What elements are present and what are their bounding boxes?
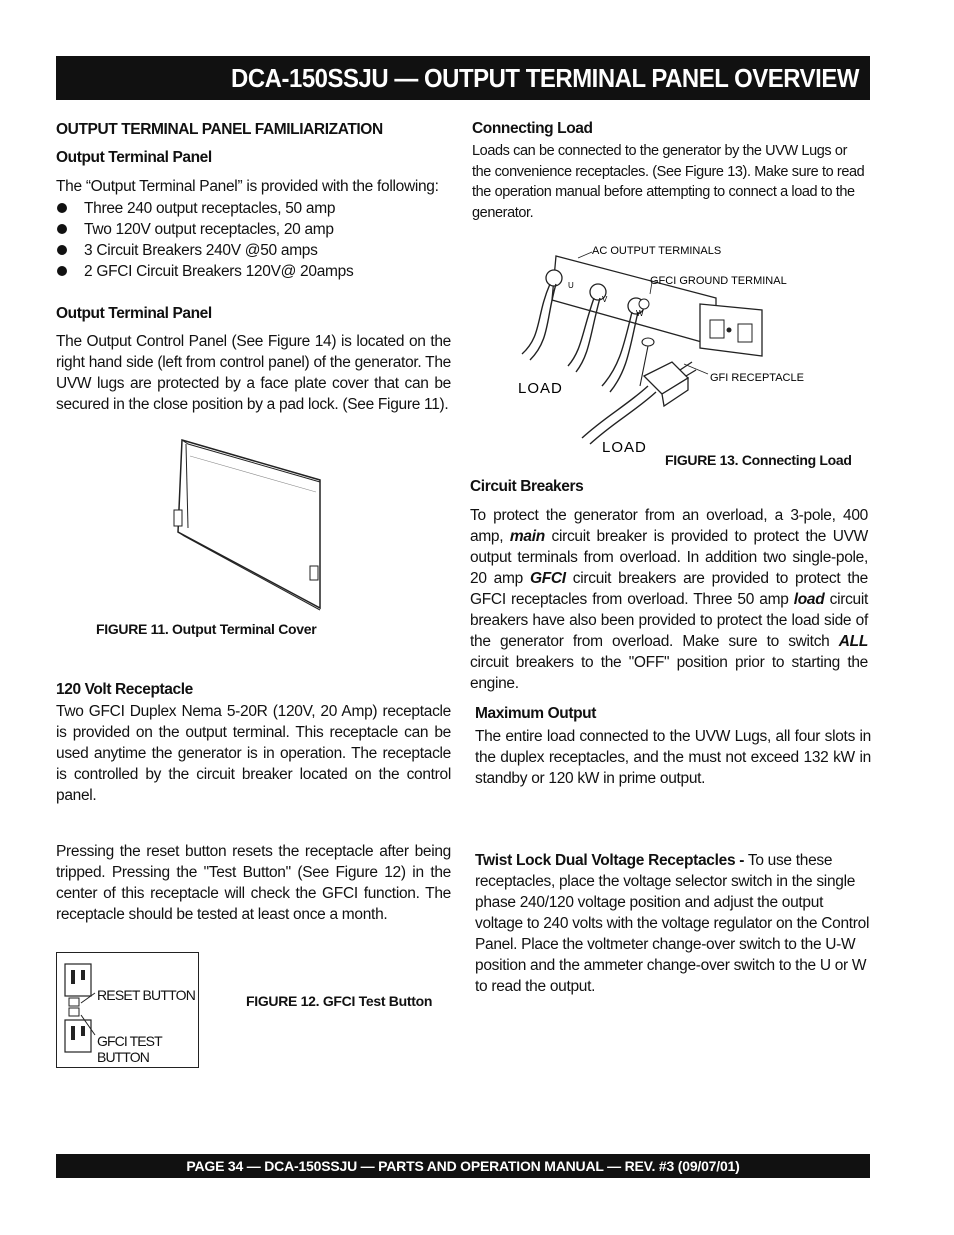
figure-11-caption: FIGURE 11. Output Terminal Cover: [96, 621, 317, 637]
gfi-receptacle-label: GFI RECEPTACLE: [710, 372, 804, 384]
figure-12-caption: FIGURE 12. GFCI Test Button: [246, 993, 433, 1009]
maximum-output-text: The entire load connected to the UVW Lugs, all four slots in the duplex receptacles, and the must not exceed 132 kW in standby or 120 kW in prime output.: [475, 728, 871, 787]
connecting-load-text: Loads can be connected to the generator by the UVW Lugs or the convenience receptacles. (See Figure 13). Make sure to read the operation manual before attempting to connect a load to the generator.: [472, 143, 865, 221]
output-terminal-panel-heading-2: Output Terminal Panel: [56, 305, 212, 322]
receptacle-text: Two GFCI Duplex Nema 5-20R (120V, 20 Amp) receptacle is provided on the output terminal. This receptacle can be used anytime the generator is in operation. The receptacle is controlled by the circuit breaker located on the control panel.: [56, 703, 451, 804]
list-item: Two 120V output receptacles, 20 amp: [56, 219, 451, 240]
bullet-icon: [57, 203, 67, 213]
emphasis-load: load: [793, 591, 825, 608]
reset-button-label: RESET BUTTON: [97, 987, 196, 1003]
circuit-breakers-text: To protect the generator from an overload, a 3-pole, 400 amp, main circuit breaker is provided to protect the UVW output terminals from overload. In addition two single-pole, 20 amp GFCI circuit breakers are provided to protect the GFCI receptacles from overload. Three 50 amp load circuit breakers have also been provided to protect the load side of the generator from overload. Make sure to switch ALL circuit breakers to the "OFF" position prior to starting the engine.: [470, 507, 868, 692]
page-title: DCA-150SSJU — OUTPUT TERMINAL PANEL OVERVIEW: [231, 63, 859, 93]
emphasis-gfci: GFCI: [529, 570, 566, 587]
receptacle-heading: 120 Volt Receptacle: [56, 681, 193, 698]
bullet-icon: [57, 224, 67, 234]
circuit-breakers-heading: Circuit Breakers: [470, 478, 584, 495]
twist-lock-heading: Twist Lock Dual Voltage Receptacles -: [475, 852, 745, 869]
list-item: 2 GFCI Circuit Breakers 120V@ 20amps: [56, 261, 451, 282]
maximum-output-heading: Maximum Output: [475, 705, 596, 722]
load-label-2: LOAD: [602, 439, 647, 456]
lug-u-label: U: [568, 281, 574, 290]
output-terminal-panel-heading-1: Output Terminal Panel: [56, 149, 212, 166]
list-item: 3 Circuit Breakers 240V @50 amps: [56, 240, 451, 261]
lug-w-label: W: [636, 309, 644, 318]
figure-12-box: [56, 952, 199, 1068]
page-footer: PAGE 34 — DCA-150SSJU — PARTS AND OPERATION MANUAL — REV. #3 (09/07/01): [56, 1154, 870, 1178]
bullet-icon: [57, 245, 67, 255]
lug-v-label: V: [602, 295, 608, 304]
list-item: Three 240 output receptacles, 50 amp: [56, 198, 451, 219]
output-terminal-panel-text: The Output Control Panel (See Figure 14) is located on the right hand side (left from control panel) of the generator. The UVW lugs are protected by a face plate cover that can be secured in the close position by a pad lock. (See Figure 11).: [56, 333, 451, 413]
reset-button-text: Pressing the reset button resets the receptacle after being tripped. Pressing the "Test Button" (See Figure 12) in the center of this receptacle will check the GFCI function. The receptacle should be tested at least once a month.: [56, 843, 451, 923]
figure-11-terminal-cover-drawing: [170, 436, 330, 611]
emphasis-all: ALL: [838, 633, 868, 650]
ac-output-terminals-label: AC OUTPUT TERMINALS: [592, 245, 722, 257]
section-heading: OUTPUT TERMINAL PANEL FAMILIARIZATION: [56, 121, 383, 138]
figure-13-caption: FIGURE 13. Connecting Load: [665, 452, 852, 468]
output-terminal-panel-intro: The “Output Terminal Panel” is provided with the following:: [56, 178, 439, 195]
connecting-load-heading: Connecting Load: [472, 120, 593, 137]
title-banner: [56, 56, 870, 100]
gfci-ground-terminal-label: GFCI GROUND TERMINAL: [650, 275, 787, 287]
bullet-icon: [57, 266, 67, 276]
twist-lock-text: Twist Lock Dual Voltage Receptacles - To use these receptacles, place the voltage selector switch in the single phase 240/120 voltage position and adjust the output voltage to 240 volts with the voltage regulator on the Control Panel. Place the voltmeter change-over switch to the U-W position and the ammeter change-over switch to the U or W to read the output.: [475, 852, 870, 995]
gfci-test-button-label: GFCI TEST BUTTON: [97, 1033, 162, 1065]
emphasis-main: main: [509, 528, 545, 545]
load-label-1: LOAD: [518, 380, 563, 397]
figure-13-connecting-load-drawing: [516, 236, 806, 458]
features-list: [56, 198, 451, 282]
